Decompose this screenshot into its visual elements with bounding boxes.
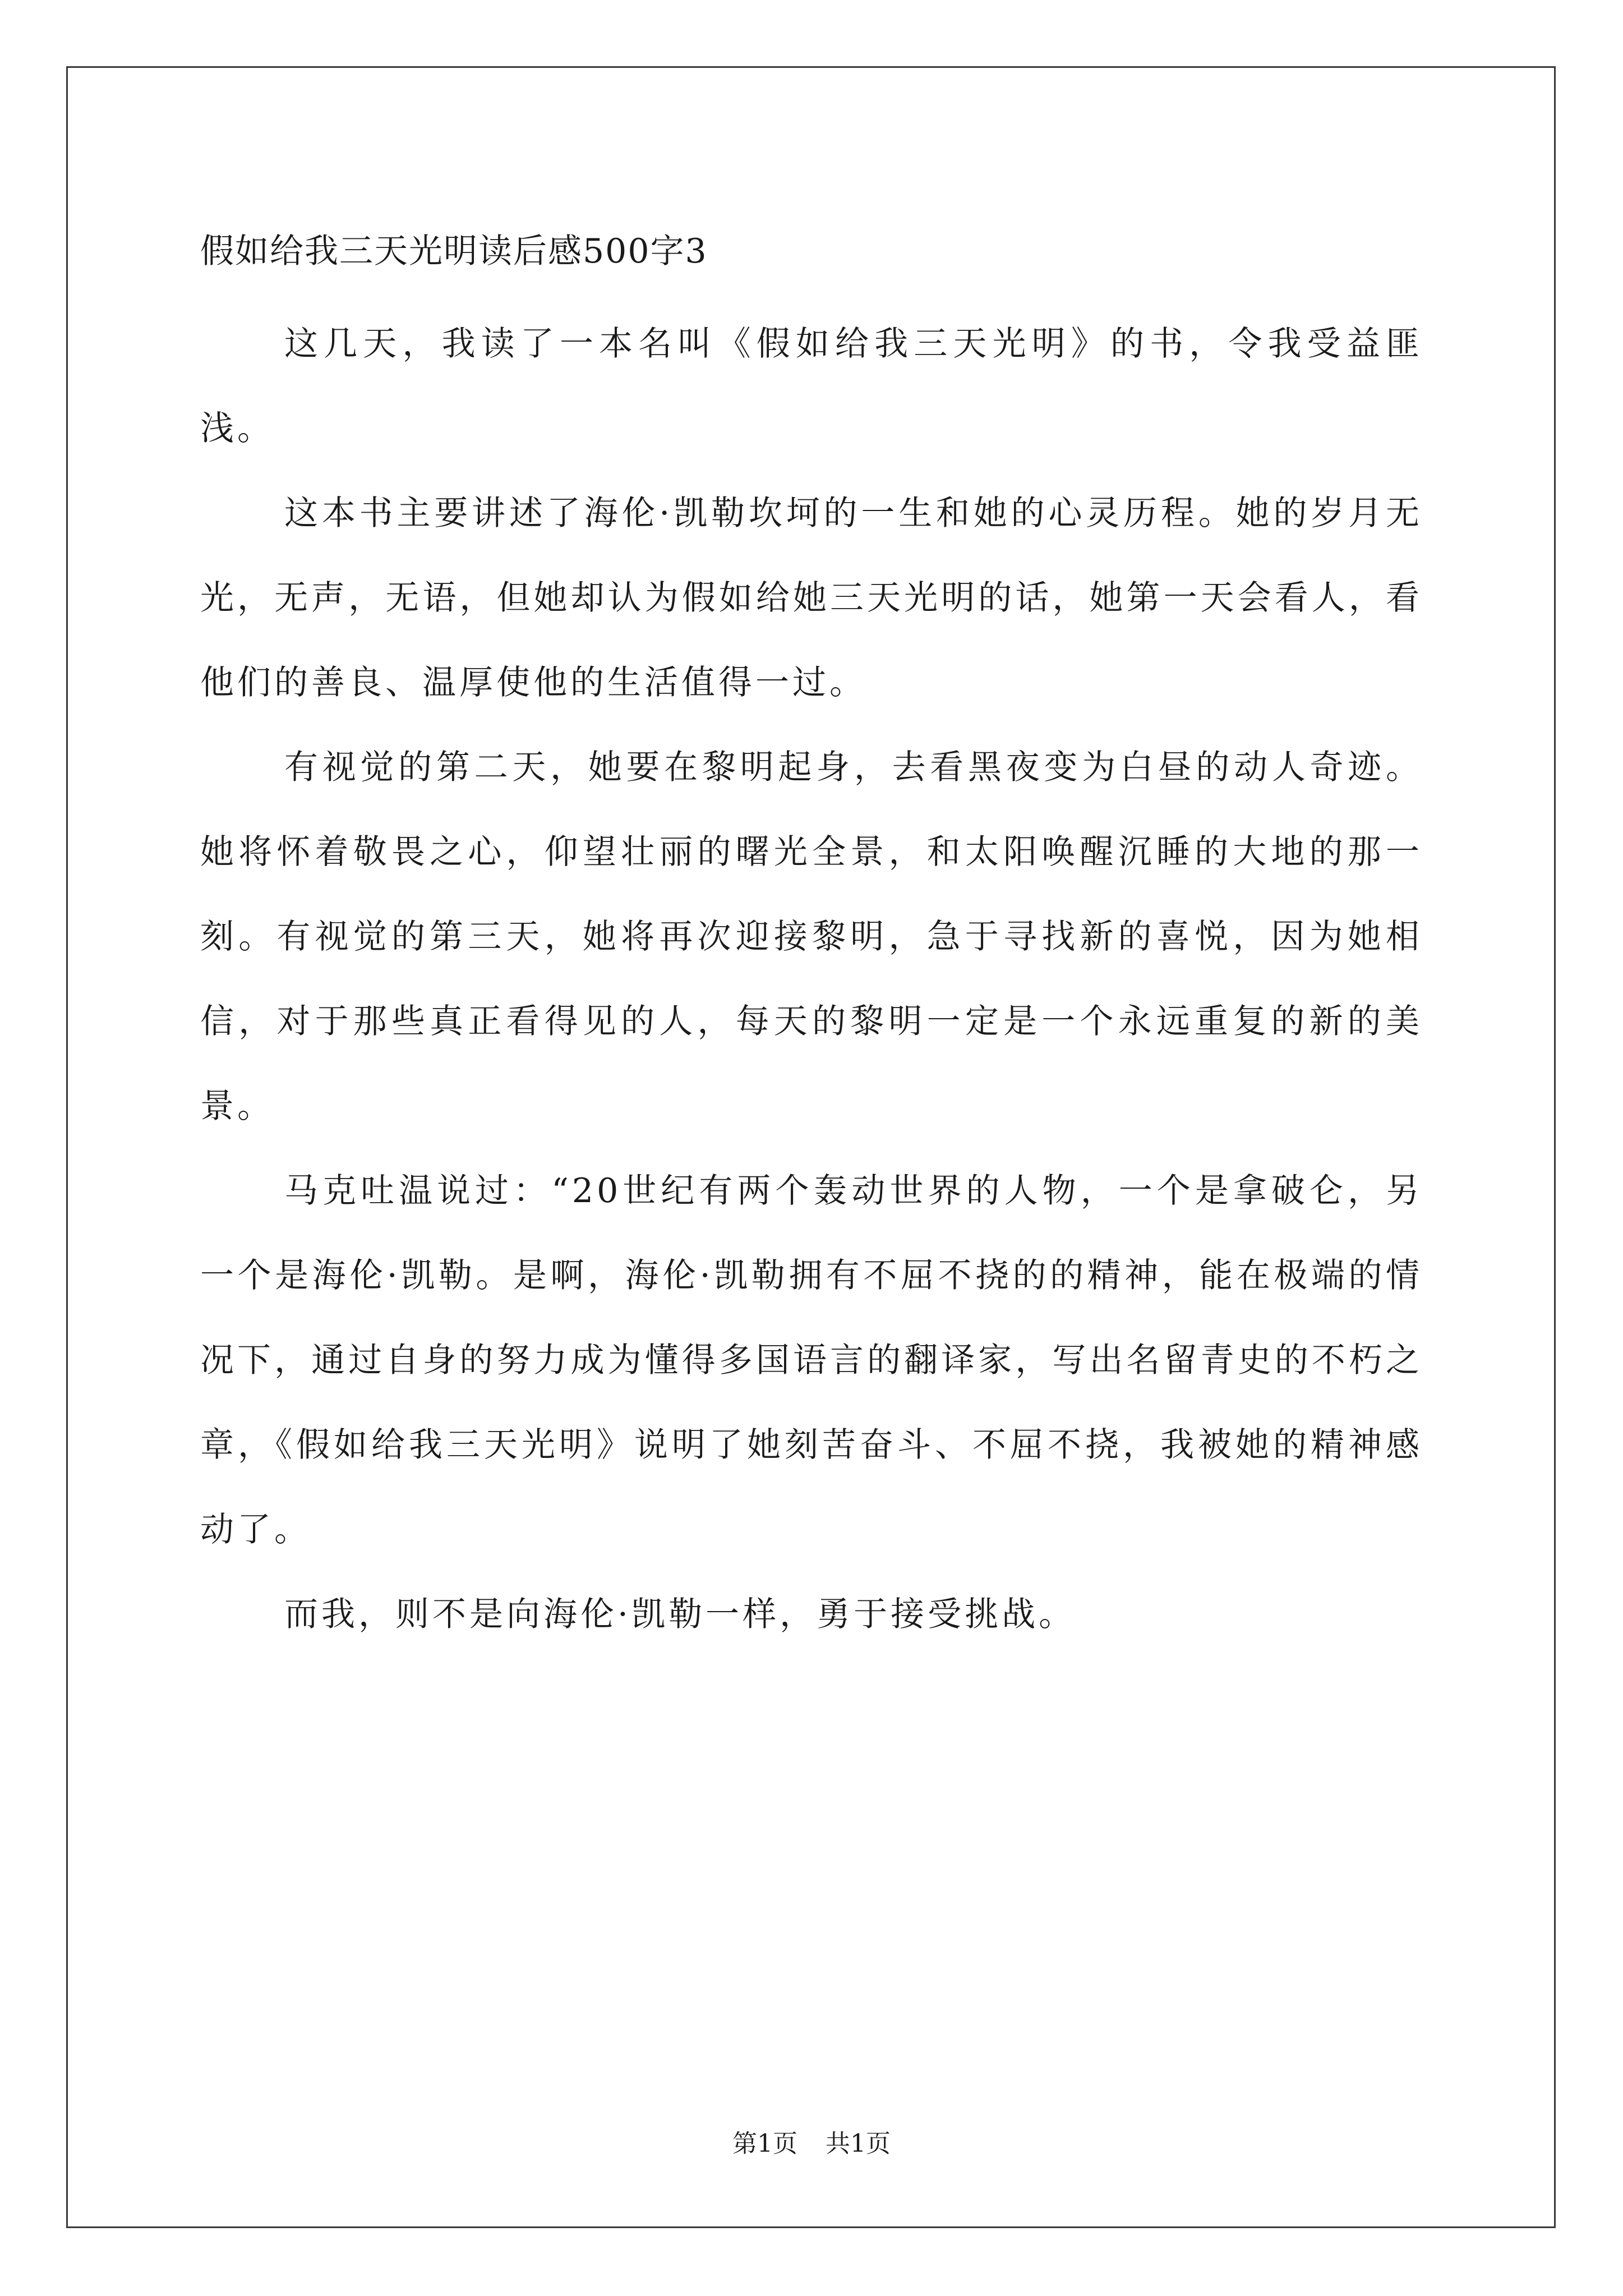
document-title: 假如给我三天光明读后感500字3: [200, 232, 708, 271]
paragraph-5: 而我，则不是向海伦·凯勒一样，勇于接受挑战。: [284, 1595, 1076, 1634]
document-body: [200, 223, 1423, 1657]
page-number-current: 第1页: [732, 2129, 797, 2158]
paragraph-4: 马克吐温说过：“20世纪有两个轰动世界的人物，一个是拿破仑，另一个是海伦·凯勒。是啊，海伦·凯勒拥有不屈不挠的的精神，能在极端的情况下，通过自身的努力成为懂得多国语言的翻译家，写出名留青史的不朽之章，《假如给我三天光明》说明了她刻苦奋斗、不屈不挠，我被她的精神感动了。: [200, 1171, 1423, 1549]
paragraph-2: 这本书主要讲述了海伦·凯勒坎坷的一生和她的心灵历程。她的岁月无光，无声，无语，但她却认为假如给她三天光明的话，她第一天会看人，看他们的善良、温厚使他的生活值得一过。: [200, 494, 1423, 702]
paragraph-3: 有视觉的第二天，她要在黎明起身，去看黑夜变为白昼的动人奇迹。她将怀着敬畏之心，仰望壮丽的曙光全景，和太阳唤醒沉睡的大地的那一刻。有视觉的第三天，她将再次迎接黎明，急于寻找新的喜悦，因为她相信，对于那些真正看得见的人，每天的黎明一定是一个永远重复的新的美景。: [200, 748, 1423, 1126]
paragraph-1: 这几天，我读了一本名叫《假如给我三天光明》的书，令我受益匪浅。: [200, 324, 1423, 448]
page-number-total: 共1页: [826, 2129, 891, 2158]
page-footer: [0, 2127, 1623, 2161]
